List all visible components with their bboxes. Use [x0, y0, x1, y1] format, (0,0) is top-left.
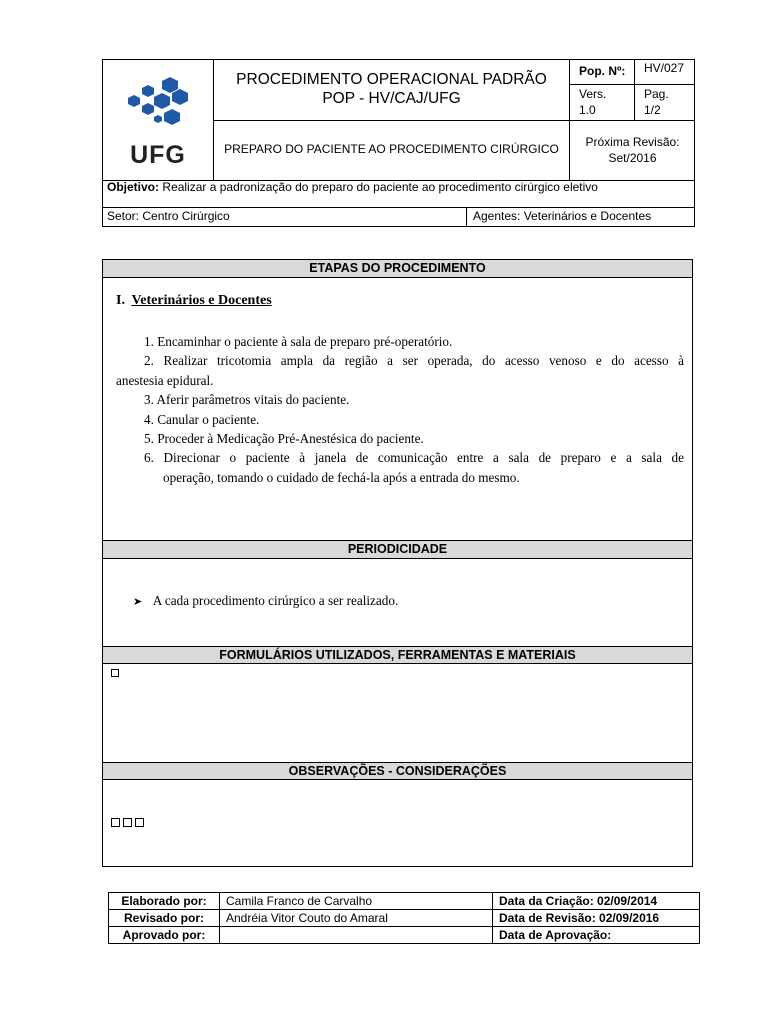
page-title-cell: [214, 59, 570, 121]
table-row: [109, 910, 700, 927]
vers-value: 1.0: [579, 103, 596, 117]
data-revisao: Data de Revisão: 02/09/2016: [493, 910, 700, 927]
vers-label: Vers.: [579, 87, 607, 101]
setor-label: Setor:: [107, 209, 140, 223]
step-4: 4. Canular o paciente.: [144, 411, 260, 427]
checkbox-icon: [135, 818, 144, 827]
step-2: 2. Realizar tricotomia ampla da região a ser operada, do acesso venoso e do acesso à: [144, 353, 684, 369]
step-6-cont: operação, tomando o cuidado de fechá-la após a entrada do mesmo.: [163, 469, 520, 485]
page-subtitle-code: POP - HV/CAJ/UFG: [322, 90, 461, 107]
section-title: Veterinários e Docentes: [131, 293, 272, 308]
observacoes-checkboxes: [111, 814, 147, 832]
etapas-section-title: [116, 293, 272, 309]
pag-value: 1/2: [644, 103, 661, 117]
revisao-cell: [570, 121, 695, 180]
periodicidade-item: [133, 593, 398, 609]
agentes-cell: [467, 207, 695, 227]
agentes-text: Veterinários e Docentes: [523, 209, 652, 223]
periodicidade-text: A cada procedimento cirúrgico a ser realizado.: [152, 593, 399, 608]
revisao-value: Set/2016: [608, 151, 657, 165]
table-row: [109, 893, 700, 910]
pop-value-cell: [635, 59, 695, 85]
logo-cell: [102, 59, 214, 180]
etapas-header: ETAPAS DO PROCEDIMENTO: [103, 260, 692, 278]
revisado-name: Andréia Vitor Couto do Amaral: [220, 910, 493, 927]
checkbox-icon: [123, 818, 132, 827]
checkbox-icon: [111, 818, 120, 827]
steps-list: [116, 332, 684, 487]
pop-label-cell: [570, 59, 635, 85]
step-3: 3. Aferir parâmetros vitais do paciente.: [144, 392, 350, 408]
pop-label: Pop. Nº:: [579, 64, 626, 78]
procedure-title: PREPARO DO PACIENTE AO PROCEDIMENTO CIRÚRGICO: [224, 142, 559, 156]
data-criacao: Data da Criação: 02/09/2014: [493, 893, 700, 910]
step-2-cont: anestesia epidural.: [116, 372, 214, 388]
vers-cell: [570, 85, 635, 121]
pag-label: Pag.: [644, 87, 669, 101]
objetivo-row: [102, 180, 695, 207]
procedure-title-cell: [214, 121, 570, 180]
agentes-label: Agentes:: [473, 209, 521, 223]
objetivo-text: Realizar a padronização do preparo do paciente ao procedimento cirúrgico eletivo: [162, 180, 598, 194]
logo-text: UFG: [130, 141, 186, 169]
step-6: 6. Direcionar o paciente à janela de comunicação entre a sala de preparo e a sala de: [144, 450, 684, 466]
step-1: 1. Encaminhar o paciente à sala de preparo pré-operatório.: [144, 334, 453, 349]
formularios-checkbox-icon: [111, 669, 119, 677]
setor-text: Centro Cirúrgico: [142, 209, 230, 223]
periodicidade-header: PERIODICIDADE: [103, 540, 692, 559]
ufg-logo-icon: [126, 75, 196, 139]
setor-cell: [102, 207, 467, 227]
arrow-bullet-icon: ➤: [133, 595, 143, 608]
elaborado-name: Camila Franco de Carvalho: [220, 893, 493, 910]
revisado-label: Revisado por:: [109, 910, 220, 927]
pag-cell: [635, 85, 695, 121]
page-title: PROCEDIMENTO OPERACIONAL PADRÃO: [236, 71, 547, 88]
elaborado-label: Elaborado por:: [109, 893, 220, 910]
revisao-label: Próxima Revisão:: [585, 135, 680, 149]
formularios-header: FORMULÁRIOS UTILIZADOS, FERRAMENTAS E MATERIAIS: [103, 646, 692, 664]
aprovado-label: Aprovado por:: [109, 927, 220, 944]
data-aprovacao: Data de Aprovação:: [493, 927, 700, 944]
pop-value: HV/027: [644, 61, 685, 75]
step-5: 5. Proceder à Medicação Pré-Anestésica do paciente.: [144, 431, 424, 447]
observacoes-header: OBSERVAÇÕES - CONSIDERAÇÕES: [103, 762, 692, 780]
objetivo-label: Objetivo:: [107, 180, 160, 194]
approval-table: [108, 892, 700, 944]
table-row: [109, 927, 700, 944]
section-number: I.: [116, 293, 125, 308]
aprovado-name: [220, 927, 493, 944]
